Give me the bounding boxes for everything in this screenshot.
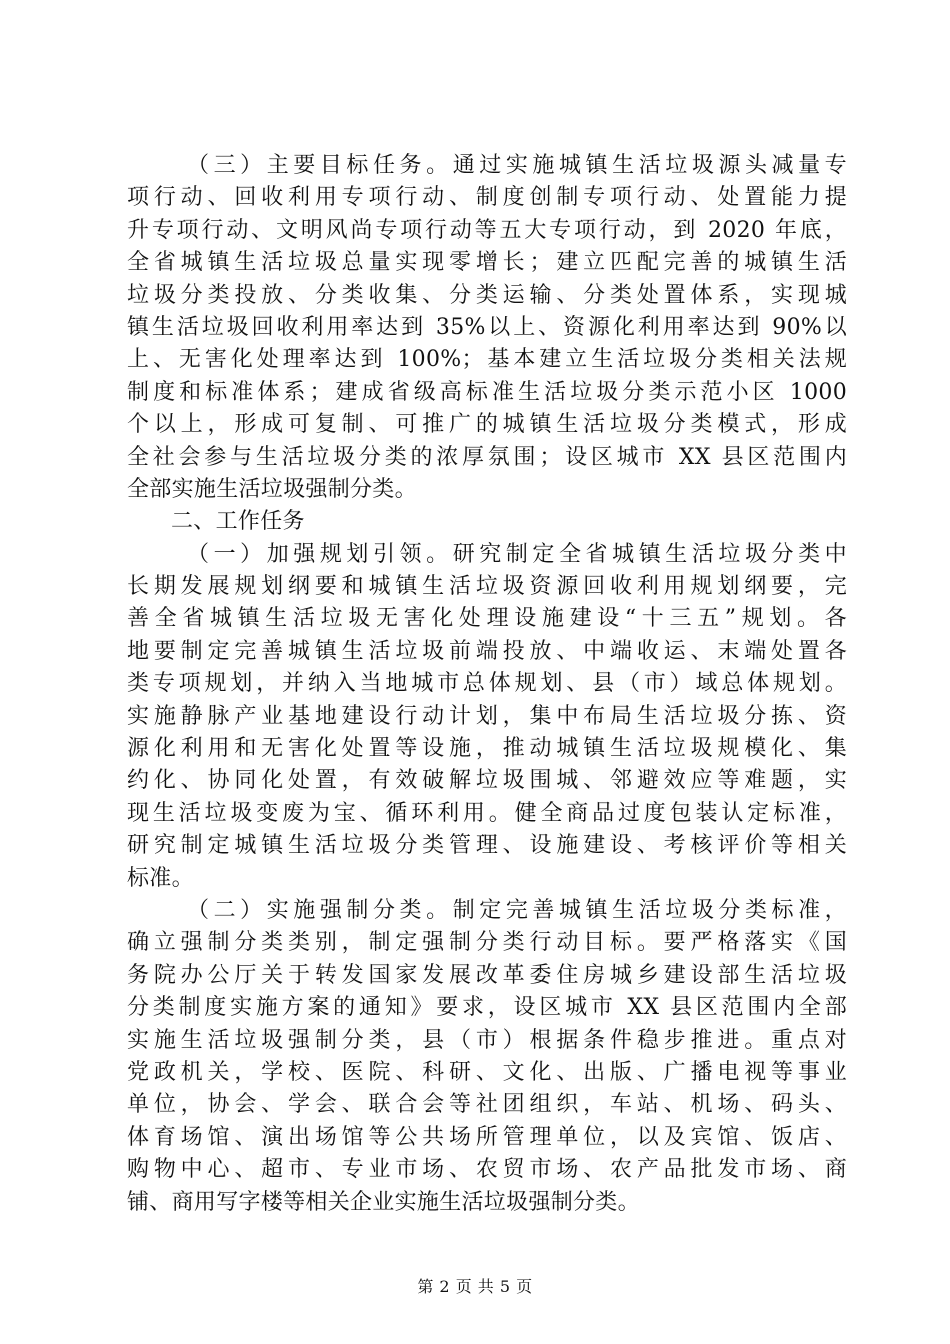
paragraph-line: 标准。 [127, 865, 194, 891]
paragraph-line: （二）实施强制分类。制定完善城镇生活垃圾分类标准， [187, 897, 847, 923]
paragraph-line: 党政机关，学校、医院、科研、文化、出版、广播电视等事业 [127, 1059, 847, 1085]
paragraph-line: 上、无害化处理率达到 100%；基本建立生活垃圾分类相关法规 [127, 347, 847, 373]
paragraph-line: 确立强制分类类别，制定强制分类行动目标。要严格落实《国 [127, 930, 847, 956]
paragraph-line: 务院办公厅关于转发国家发展改革委住房城乡建设部生活垃圾 [127, 962, 847, 988]
paragraph-line: 研究制定城镇生活垃圾分类管理、设施建设、考核评价等相关 [127, 833, 847, 859]
paragraph-line: 源化利用和无害化处置等设施，推动城镇生活垃圾规模化、集 [127, 736, 847, 762]
paragraph-line: 善全省城镇生活垃圾无害化处理设施建设“十三五”规划。各 [127, 606, 847, 632]
paragraph-line: （一）加强规划引领。研究制定全省城镇生活垃圾分类中 [187, 541, 847, 567]
paragraph-line: 铺、商用写字楼等相关企业实施生活垃圾强制分类。 [127, 1189, 640, 1215]
paragraph-line: 项行动、回收利用专项行动、制度创制专项行动、处置能力提 [127, 185, 847, 211]
document-body [127, 150, 847, 1219]
paragraph-line: 全部实施生活垃圾强制分类。 [127, 476, 417, 502]
paragraph-line: 实施生活垃圾强制分类，县（市）根据条件稳步推进。重点对 [127, 1027, 847, 1053]
paragraph-line: 约化、协同化处置，有效破解垃圾围城、邻避效应等难题，实 [127, 768, 847, 794]
paragraph-line: 升专项行动、文明风尚专项行动等五大专项行动，到 2020 年底， [127, 217, 847, 243]
paragraph-line: 地要制定完善城镇生活垃圾前端投放、中端收运、末端处置各 [127, 638, 847, 664]
paragraph-line: 体育场馆、演出场馆等公共场所管理单位，以及宾馆、饭店、 [127, 1124, 847, 1150]
section-heading: 二、工作任务 [171, 509, 305, 535]
paragraph-line: 镇生活垃圾回收利用率达到 35%以上、资源化利用率达到 90%以 [127, 314, 847, 340]
paragraph-line: （三）主要目标任务。通过实施城镇生活垃圾源头减量专 [187, 153, 847, 178]
paragraph-line: 分类制度实施方案的通知》要求，设区城市 XX 县区范围内全部 [127, 995, 847, 1021]
paragraph-line: 购物中心、超市、专业市场、农贸市场、农产品批发市场、商 [127, 1157, 847, 1183]
paragraph-line: 现生活垃圾变废为宝、循环利用。健全商品过度包装认定标准， [127, 800, 847, 826]
paragraph-line: 个以上，形成可复制、可推广的城镇生活垃圾分类模式，形成 [127, 412, 847, 438]
paragraph-line: 单位，协会、学会、联合会等社团组织，车站、机场、码头、 [127, 1092, 847, 1118]
paragraph-line: 制度和标准体系；建成省级高标准生活垃圾分类示范小区 1000 [127, 379, 847, 405]
paragraph-line: 垃圾分类投放、分类收集、分类运输、分类处置体系，实现城 [127, 282, 847, 308]
paragraph-line: 类专项规划，并纳入当地城市总体规划、县（市）域总体规划。 [127, 671, 847, 697]
paragraph-line: 全省城镇生活垃圾总量实现零增长；建立匹配完善的城镇生活 [127, 250, 847, 276]
page-number-footer: 第 2 页 共 5 页 [417, 1277, 533, 1296]
paragraph-line: 实施静脉产业基地建设行动计划，集中布局生活垃圾分拣、资 [127, 703, 847, 729]
paragraph-line: 全社会参与生活垃圾分类的浓厚氛围；设区城市 XX 县区范围内 [127, 444, 847, 470]
paragraph-line: 长期发展规划纲要和城镇生活垃圾资源回收利用规划纲要，完 [127, 574, 847, 600]
